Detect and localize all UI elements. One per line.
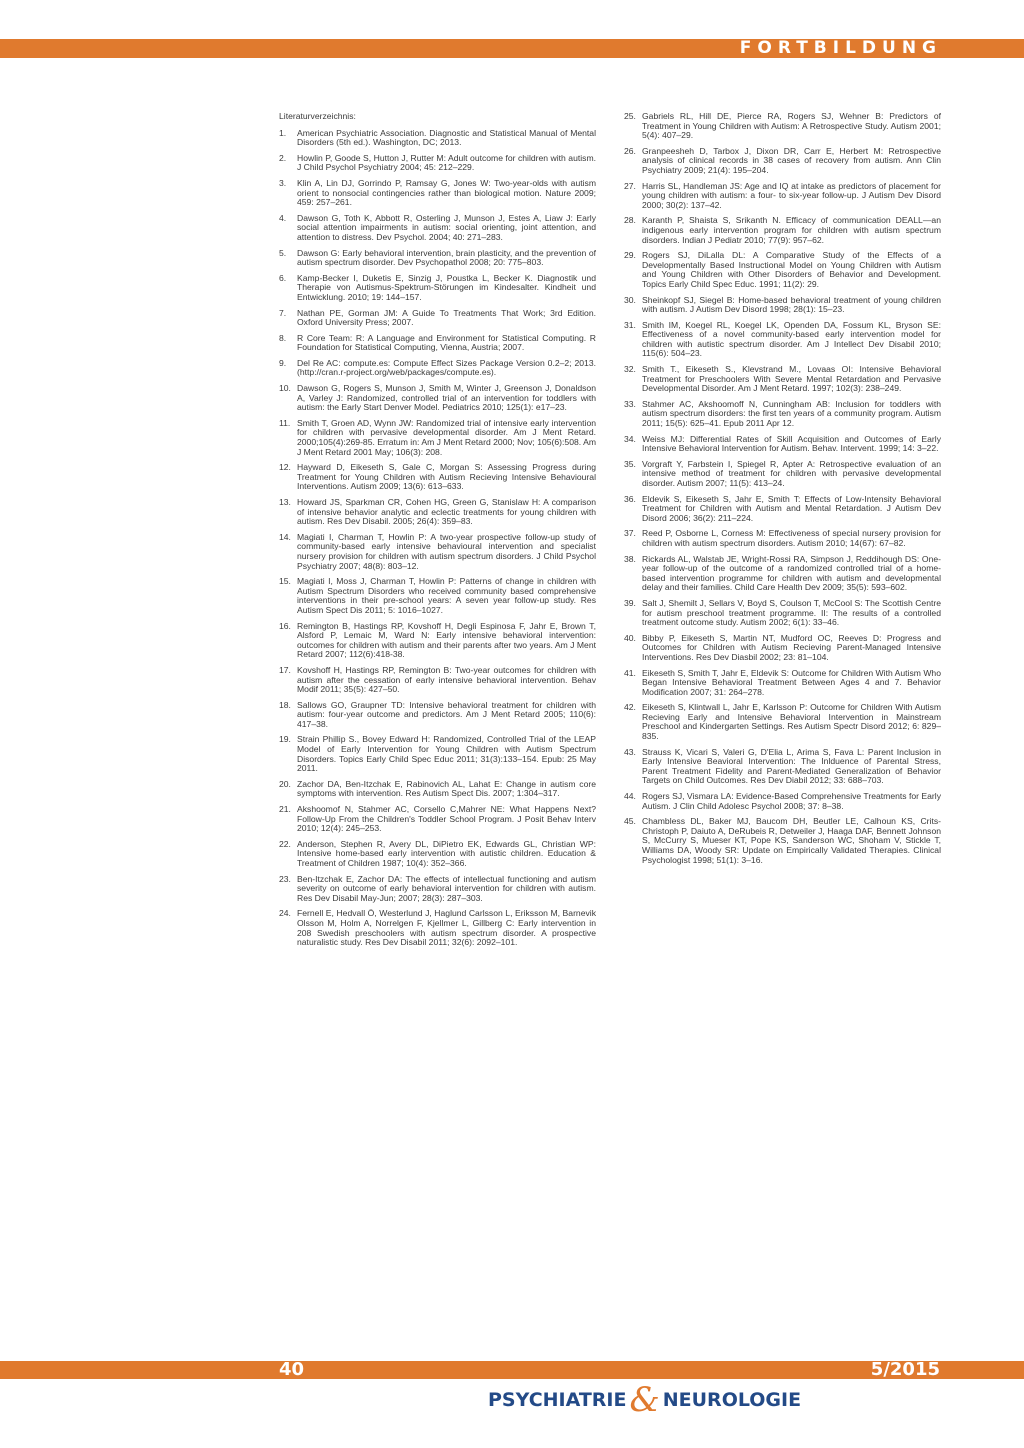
reference-number: 2.	[279, 152, 287, 163]
reference-item	[624, 216, 941, 245]
reference-number: 7.	[279, 307, 287, 318]
reference-item	[624, 792, 941, 811]
reference-number: 4.	[279, 212, 287, 223]
reference-item	[624, 112, 941, 141]
reference-number: 10.	[279, 383, 291, 394]
reference-text: Hayward D, Eikeseth S, Gale C, Morgan S: Assessing Progress during Treatment for Young Children with Autism Recieving Intensive Behavioural Interventions. Autism 2009; 13(6): 613–633.	[297, 462, 596, 492]
reference-item	[624, 669, 941, 698]
reference-number: 28.	[624, 215, 636, 226]
reference-number: 35.	[624, 458, 636, 469]
reference-number: 40.	[624, 632, 636, 643]
reference-item	[279, 129, 596, 148]
logo-word-psychiatrie: PSYCHIATRIE	[488, 1389, 627, 1411]
reference-number: 34.	[624, 433, 636, 444]
issue-number: 5/2015	[870, 1359, 940, 1380]
reference-text: Klin A, Lin DJ, Gorrindo P, Ramsay G, Jones W: Two-year-olds with autism orient to nonsocial contingencies rather than biological motion. Nature 2009; 459: 257–261.	[297, 177, 596, 208]
reference-item	[279, 735, 596, 773]
reference-number: 14.	[279, 531, 291, 542]
reference-item	[279, 463, 596, 492]
reference-text: Eikeseth S, Klintwall L, Jahr E, Karlsson P: Outcome for Children With Autism Recieving Early and Intensive Behavioral Intervention in Mainstream Preschool and Kindergarten Settings. Res Autism Spectr Disord 2012; 6: 829–835.	[642, 702, 941, 742]
reference-item	[624, 555, 941, 593]
reference-text: Smith T, Groen AD, Wynn JW: Randomized trial of intensive early intervention for children with pervasive developmental disorder. Am J Ment Retard. 2000;105(4):269-85. Erratum in: Am J Ment Retard 2000; Nov; 105(6):508. Am J Ment Retard 2001 May; 106(3): 208.	[297, 417, 596, 457]
reference-text: Weiss MJ: Differential Rates of Skill Acquisition and Outcomes of Early Intensive Behavioral Intervention for Autism. Behav. Intervent. 1999; 14: 3–22.	[642, 433, 941, 454]
reference-item	[624, 321, 941, 359]
reference-text: Rickards AL, Walstab JE, Wright-Rossi RA, Simpson J, Reddihough DS: One-year follow-up of the outcome of a randomized controlled trial of a home-based intervention programme for children with autism and developmental delay and their families. Child Care Health Dev 2009; 35(5): 593–602.	[642, 553, 941, 593]
reference-number: 16.	[279, 620, 291, 631]
reference-text: Howard JS, Sparkman CR, Cohen HG, Green G, Stanislaw H: A comparison of intensive behavior analytic and eclectic treatments for young children with autism. Res Dev Disabil. 2005; 26(4): 359–83.	[297, 497, 596, 527]
reference-item	[279, 214, 596, 243]
reference-number: 39.	[624, 597, 636, 608]
reference-item	[624, 251, 941, 289]
reference-item	[279, 309, 596, 328]
reference-text: R Core Team: R: A Language and Environment for Statistical Computing. R Foundation for Statistical Computing, Vienna, Austria; 2007.	[297, 332, 596, 353]
reference-number: 23.	[279, 873, 291, 884]
references-column-right	[624, 112, 941, 871]
reference-text: Strain Phillip S., Bovey Edward H: Randomized, Controlled Trial of the LEAP Model of Early Intervention for Young Children with Autism Spectrum Disorders. Topics Early Child Spec Educ 2011; 31(3):133–154. Epub: 25 May 2011.	[297, 734, 596, 774]
reference-text: Eikeseth S, Smith T, Jahr E, Eldevik S: Outcome for Children With Autism Who Began Intensive Behavioral Treatment Between Ages 4 and 7. Behavior Modification 2007; 31: 264–278.	[642, 667, 941, 697]
reference-item	[279, 780, 596, 799]
logo-word-neurologie: NEUROLOGIE	[662, 1389, 802, 1411]
reference-item	[279, 622, 596, 660]
reference-text: Dawson G: Early behavioral intervention, brain plasticity, and the prevention of autism spectrum disorder. Dev Psychopathol 2008; 20: 775–803.	[297, 247, 596, 268]
reference-number: 29.	[624, 250, 636, 261]
reference-number: 24.	[279, 908, 291, 919]
reference-item	[279, 533, 596, 571]
journal-logo	[488, 1381, 801, 1419]
reference-number: 45.	[624, 816, 636, 827]
reference-item	[279, 334, 596, 353]
reference-text: Sallows GO, Graupner TD: Intensive behavioral treatment for children with autism: four-year outcome and predictors. Am J Ment Retard 2005; 110(6): 417–38.	[297, 699, 596, 729]
reference-number: 13.	[279, 497, 291, 507]
reference-item	[279, 701, 596, 730]
reference-text: Granpeesheh D, Tarbox J, Dixon DR, Carr E, Herbert M: Retrospective analysis of clinical records in 38 cases of recovery from autism. Ann Clin Psychiatry 2009; 21(4): 195–204.	[642, 145, 941, 175]
reference-number: 3.	[279, 177, 287, 188]
reference-item	[624, 147, 941, 176]
reference-text: American Psychiatric Association. Diagnostic and Statistical Manual of Mental Disorders (5th ed.). Washington, DC; 2013.	[297, 127, 596, 148]
reference-item	[279, 875, 596, 904]
reference-item	[624, 365, 941, 394]
reference-number: 1.	[279, 127, 287, 138]
reference-number: 31.	[624, 319, 636, 330]
reference-text: Ben-Itzchak E, Zachor DA: The effects of intellectual functioning and autism severity on outcome of early behavioral intervention for children with autism. Res Dev Disabil May-Jun; 2007; 28(3): 287–303.	[297, 873, 596, 903]
reference-item	[279, 179, 596, 208]
reference-text: Anderson, Stephen R, Avery DL, DiPietro EK, Edwards GL, Christian WP: Intensive home-based early intervention with autistic children. Education & Treatment of Children 1987; 10(4): 352–366.	[297, 838, 596, 868]
reference-item	[279, 274, 596, 303]
reference-item	[279, 840, 596, 869]
reference-text: Salt J, Shemilt J, Sellars V, Boyd S, Coulson T, McCool S: The Scottish Centre for autism preschool treatment programme. II: The results of a controlled treatment outcome study. Autism 2002; 6(1): 33–46.	[642, 597, 941, 628]
reference-text: Vorgraft Y, Farbstein I, Spiegel R, Apter A: Retrospective evaluation of an intensive method of treatment for children with pervasive developmental disorder. Autism 2007; 11(5): 413–24.	[642, 458, 941, 488]
reference-item	[624, 817, 941, 865]
reference-number: 17.	[279, 664, 291, 675]
reference-text: Dawson G, Toth K, Abbott R, Osterling J, Munson J, Estes A, Liaw J: Early social attention impairments in autism: social orienting, joint attention, and attention to distress. Dev Psychol. 2004; 40: 271–283.	[297, 212, 596, 242]
reference-number: 43.	[624, 746, 636, 757]
reference-text: Dawson G, Rogers S, Munson J, Smith M, Winter J, Greenson J, Donaldson A, Varley J: Randomized, controlled trial of an intervention for toddlers with autism: the Early Start Denver Model. Pediatrics 2010; 125(1): e17–23.	[297, 383, 596, 413]
reference-text: Gabriels RL, Hill DE, Pierce RA, Rogers SJ, Wehner B: Predictors of Treatment in Young Children with Autism: A Retrospective Study. Autism 2001; 5(4): 407–29.	[642, 111, 941, 141]
reference-number: 15.	[279, 576, 291, 587]
reference-text: Smith T., Eikeseth S., Klevstrand M., Lovaas OI: Intensive Behavioral Treatment for Preschoolers With Severe Mental Retardation and Pervasive Developmental Disorder. Am J Ment Retard. 1997; 102(3): 238–249.	[642, 364, 941, 394]
reference-number: 36.	[624, 493, 636, 504]
reference-item	[624, 703, 941, 741]
reference-number: 19.	[279, 734, 291, 745]
reference-number: 32.	[624, 364, 636, 375]
reference-number: 25.	[624, 111, 636, 121]
reference-text: Kovshoff H, Hastings RP, Remington B: Two-year outcomes for children with autism after the cessation of early intensive behavioral intervention. Behav Modif 2011; 35(5): 427–50.	[297, 664, 596, 695]
reference-text: Fernell E, Hedvall Ö, Westerlund J, Haglund Carlsson L, Eriksson M, Barnevik Olsson M, Holm A, Norrelgen F, Kjellmer L, Gillberg C: Early intervention in 208 Swedish preschoolers with autism spectrum disorder. A prospective naturalistic study. Res Dev Disabil 2011; 32(6): 2092–101.	[297, 908, 596, 948]
reference-text: Karanth P, Shaista S, Srikanth N. Efficacy of communication DEALL—an indigenous early intervention program for children with autism spectrum disorders. Indian J Pediatr 2010; 77(9): 957–62.	[642, 215, 941, 245]
reference-item	[624, 599, 941, 628]
logo-ampersand: &	[629, 1380, 660, 1420]
reference-item	[279, 498, 596, 527]
references-column-left	[279, 112, 596, 954]
reference-text: Magiati I, Charman T, Howlin P: A two-year prospective follow-up study of community-based early intensive behavioural intervention and specialist nursery provision for children with autism spectrum disorders. J Child Psychol Psychiatry 2007; 48(8): 803–12.	[297, 531, 596, 571]
reference-number: 41.	[624, 667, 636, 678]
reference-item	[624, 182, 941, 211]
reference-number: 5.	[279, 247, 287, 258]
reference-text: Smith IM, Koegel RL, Koegel LK, Openden DA, Fossum KL, Bryson SE: Effectiveness of a novel community-based early intervention model for children with autistic spectrum disorder. Am J Intellect Dev Disabil 2010; 115(6): 504–23.	[642, 319, 941, 359]
reference-text: Howlin P, Goode S, Hutton J, Rutter M: Adult outcome for children with autism. J Child Psychol Psychiatry 2004; 45: 212–229.	[297, 152, 596, 173]
reference-text: Bibby P, Eikeseth S, Martin NT, Mudford OC, Reeves D: Progress and Outcomes for Children with Autism Recieving Parent-Managed Intensive Interventions. Res Dev Diasbil 2002; 23: 81–104.	[642, 632, 941, 662]
reference-item	[624, 400, 941, 429]
reference-number: 42.	[624, 702, 636, 713]
reference-text: Rogers SJ, Vismara LA: Evidence-Based Comprehensive Treatments for Early Autism. J Clin Child Adolesc Psychol 2008; 37: 8–38.	[642, 791, 941, 811]
reference-item	[624, 748, 941, 786]
reference-text: Zachor DA, Ben-Itzchak E, Rabinovich AL, Lahat E: Change in autism core symptoms with intervention. Res Autism Spect Dis. 2007; 1:304–317.	[297, 778, 596, 799]
reference-item	[624, 634, 941, 663]
reference-text: Magiati I, Moss J, Charman T, Howlin P: Patterns of change in children with Autism Spectrum Disorders who received community based comprehensive interventions in their pre-school years: A seven year follow-up study. Res Autism Spect Dis 2011; 5: 1016–1027.	[297, 576, 596, 615]
reference-number: 27.	[624, 180, 636, 191]
reference-number: 18.	[279, 699, 291, 710]
reference-item	[624, 435, 941, 454]
reference-item	[624, 296, 941, 315]
reference-list-right	[624, 112, 941, 865]
reference-item	[279, 577, 596, 615]
reference-text: Remington B, Hastings RP, Kovshoff H, Degli Espinosa F, Jahr E, Brown T, Alsford P, Lemaic M, Ward N: Early intensive behavioral intervention: outcomes for children with autism and their parents after two years. Am J Ment Retard 2007; 112(6):418-38.	[297, 620, 596, 660]
reference-number: 11.	[279, 417, 291, 428]
reference-text: Rogers SJ, DiLalla DL: A Comparative Study of the Effects of a Developmentally Based Instructional Model on Young Children with Autism and Young Children with Other Disorders of Behavior and Development. Topics Early Child Spec Educ. 1991; 11(2): 29.	[642, 250, 941, 289]
reference-text: Eldevik S, Eikeseth S, Jahr E, Smith T: Effects of Low-Intensity Behavioral Treatment for Children with Autism and Mental Retardation. J Autism Dev Disord 2006; 36(2): 211–224.	[642, 493, 941, 523]
reference-number: 6.	[279, 272, 287, 283]
reference-number: 44.	[624, 791, 636, 802]
reference-item	[279, 909, 596, 947]
reference-number: 21.	[279, 804, 291, 815]
reference-number: 33.	[624, 398, 636, 409]
reference-number: 20.	[279, 778, 291, 789]
reference-text: Strauss K, Vicari S, Valeri G, D'Elia L, Arima S, Fava L: Parent Inclusion in Early Intensive Beavioral Intervention: The Inlduence of Parental Stress, Parent Treatment Fidelity and Parent-Mediated Generalization of Behavior Targets on Child Outcomes. Res Dev Diabil 2012; 33: 688–703.	[642, 746, 941, 786]
page-number: 40	[279, 1359, 305, 1380]
reference-number: 9.	[279, 357, 287, 368]
reference-number: 12.	[279, 462, 291, 473]
reference-number: 37.	[624, 528, 636, 539]
reference-number: 38.	[624, 553, 636, 564]
reference-number: 8.	[279, 332, 287, 343]
reference-item	[279, 359, 596, 378]
reference-text: Del Re AC: compute.es: Compute Effect Sizes Package Version 0.2–2; 2013. (http://cran.r-project.org/web/packages/compute.es).	[297, 357, 596, 378]
reference-list-left	[279, 129, 596, 948]
reference-item	[279, 805, 596, 834]
reference-item	[279, 419, 596, 457]
reference-item	[279, 154, 596, 173]
reference-text: Harris SL, Handleman JS: Age and IQ at intake as predictors of placement for young children with autism: a four- to six-year follow-up. J Autism Dev Disord 2000; 30(2): 137–42.	[642, 180, 941, 210]
reference-item	[624, 460, 941, 489]
reference-text: Stahmer AC, Akshoomoff N, Cunningham AB: Inclusion for toddlers with autism spectrum disorders: the first ten years of a community program. Autism 2011; 15(5): 625–41. Epub 2011 Apr 12.	[642, 398, 941, 429]
reference-item	[279, 384, 596, 413]
reference-item	[624, 529, 941, 548]
reference-number: 30.	[624, 294, 636, 305]
references-heading: Literaturverzeichnis:	[279, 111, 356, 121]
reference-number: 26.	[624, 145, 636, 156]
reference-number: 22.	[279, 838, 291, 849]
reference-text: Chambless DL, Baker MJ, Baucom DH, Beutler LE, Calhoun KS, Crits-Christoph P, Daiuto A, DeRubeis R, Detweiler J, Haaga DAF, Bennett Johnson S, McCurry S, Mueser KT, Pope KS, Sanderson WC, Shoham V, Stickle T, Williams DA, Woody SR: Update on Empirically Validated Therapies. Clinical Psychologist 1998; 51(1): 3–16.	[642, 816, 941, 865]
reference-text: Sheinkopf SJ, Siegel B: Home-based behavioral treatment of young children with autism. J Autism Dev Disord 1998; 28(1): 15–23.	[642, 294, 941, 315]
reference-item	[279, 249, 596, 268]
section-title: FORTBILDUNG	[739, 38, 942, 58]
reference-text: Kamp-Becker I, Duketis E, Sinzig J, Poustka L, Becker K. Diagnostik und Therapie von Autismus-Spektrum-Störungen im Kindesalter. Kindheit und Entwicklung. 2010; 19: 144–157.	[297, 272, 596, 302]
reference-text: Akshoomof N, Stahmer AC, Corsello C,Mahrer NE: What Happens Next? Follow-Up From the Children's Toddler School Program. J Posit Behav Interv 2010; 12(4): 245–253.	[297, 804, 596, 834]
reference-text: Nathan PE, Gorman JM: A Guide To Treatments That Work; 3rd Edition. Oxford University Press; 2007.	[297, 307, 596, 328]
reference-item	[279, 666, 596, 695]
reference-item	[624, 495, 941, 524]
reference-text: Reed P, Osborne L, Corness M: Effectiveness of special nursery provision for children with autism spectrum disorders. Autism 2010; 14(67): 67–82.	[642, 528, 941, 548]
